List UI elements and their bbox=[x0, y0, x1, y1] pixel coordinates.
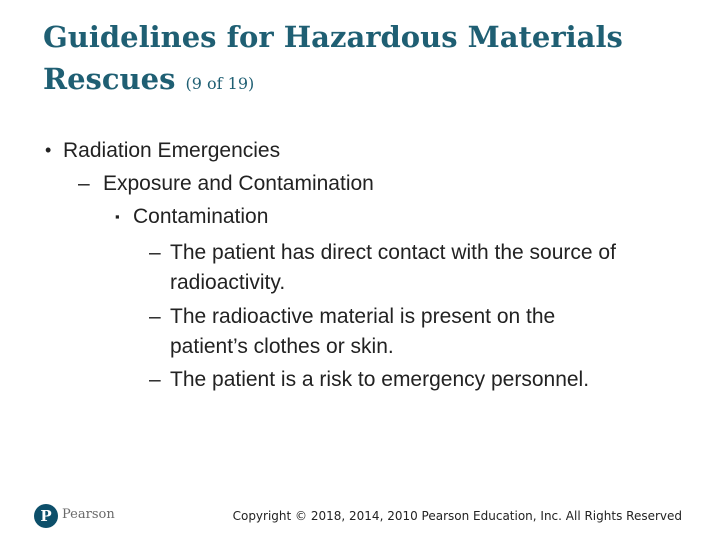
dash-level4-3: – bbox=[149, 368, 161, 391]
title-slide-count: (9 of 19) bbox=[185, 74, 255, 93]
title-line-2 bbox=[43, 58, 683, 105]
bullet-text-level2: Exposure and Contamination bbox=[103, 172, 374, 195]
level4-item3-line1: The patient is a risk to emergency personnel. bbox=[170, 368, 590, 391]
bullet-level1: • bbox=[45, 140, 52, 160]
bullet-text-level3: Contamination bbox=[133, 205, 269, 228]
level4-item2-line2: patient’s clothes or skin. bbox=[170, 335, 394, 358]
level4-item2-line1: The radioactive material is present on the bbox=[170, 305, 556, 328]
square-bullet-level3: ▪ bbox=[115, 209, 120, 224]
title-line-1: Guidelines for Hazardous Materials bbox=[43, 20, 623, 54]
dash-level4-1: – bbox=[149, 241, 161, 264]
slide-title bbox=[43, 16, 683, 105]
pearson-logo-text: Pearson bbox=[62, 507, 115, 522]
pearson-logo-icon: P bbox=[34, 504, 58, 528]
level4-item1-line2: radioactivity. bbox=[170, 271, 286, 294]
copyright-notice: Copyright © 2018, 2014, 2010 Pearson Education, Inc. All Rights Reserved bbox=[232, 509, 682, 523]
dash-level2: – bbox=[78, 172, 90, 195]
pearson-logo bbox=[34, 504, 124, 530]
level4-item1-line1: The patient has direct contact with the source of bbox=[170, 241, 616, 264]
bullet-text-level1: Radiation Emergencies bbox=[63, 139, 281, 162]
title-line-2-text: Rescues bbox=[43, 62, 176, 96]
dash-level4-2: – bbox=[149, 305, 161, 328]
